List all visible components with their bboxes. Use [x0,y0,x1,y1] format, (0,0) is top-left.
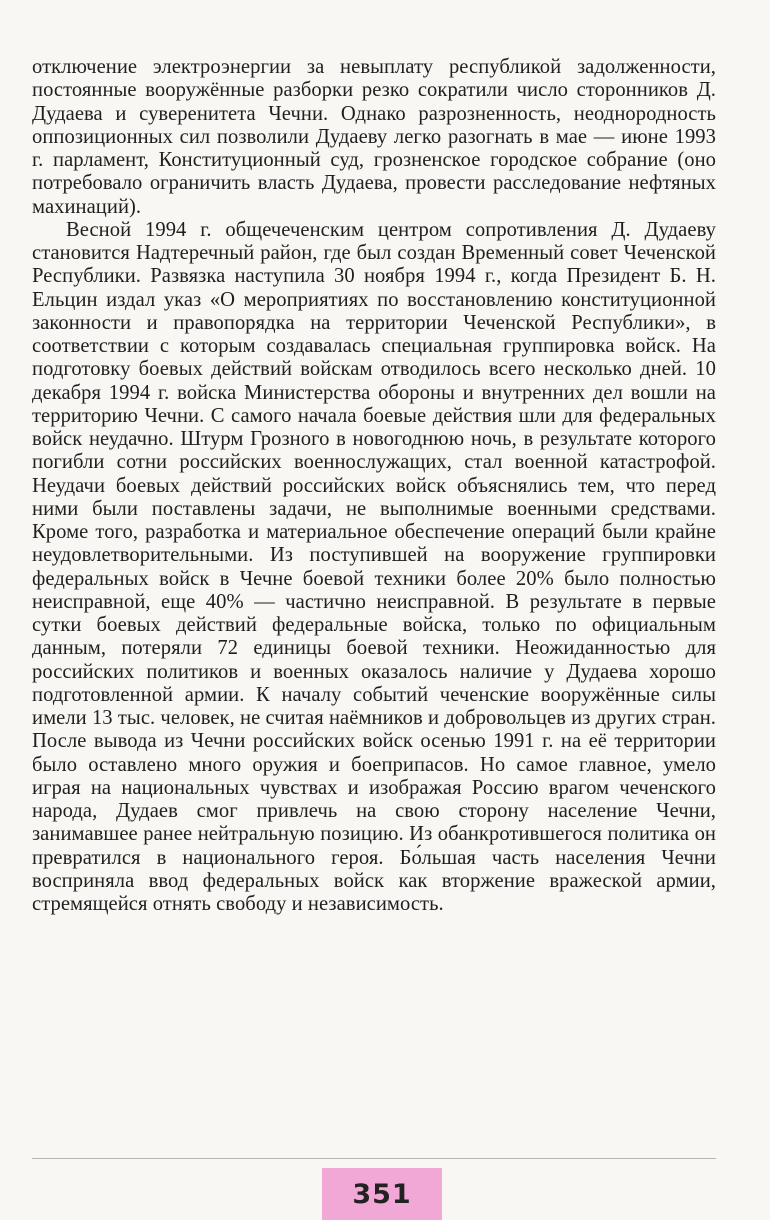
body-text [32,56,716,916]
footer-divider [32,1158,716,1159]
paragraph-chechen-war: Весной 1994 г. общечеченским центром сопротивления Д. Дудаеву становится Надтеречный район, где был создан Временный совет Чеченской Республики. Развязка наступила 30 ноября 1994 г., когда Президент Б. Н. Ельцин издал указ «О мероприятиях по восстановлению конституционной законности и правопорядка на территории Чеченской Республики», в соответствии с которым создавалась специальная группировка войск. На подготовку боевых действий войскам отводилось всего несколько дней. 10 декабря 1994 г. войска Министерства обороны и внутренних дел вошли на территорию Чечни. С самого начала боевые действия шли для федеральных войск неудачно. Штурм Грозного в новогоднюю ночь, в результате которого погибли сотни российских военнослужащих, стал военной катастрофой. Неудачи боевых действий российских войск объяснялись тем, что перед ними были поставлены задачи, не выполнимые военными средствами. Кроме того, разработка и материальное обеспечение операций были крайне неудовлетворительными. Из поступившей на вооружение группировки федеральных войск в Чечне боевой техники более 20% было полностью неисправной, еще 40% — частично неисправной. В результате в первые сутки боевых действий федеральные войска, только по официальным данным, потеряли 72 единицы боевой техники. Неожиданностью для российских политиков и военных оказалось наличие у Дудаева хорошо подготовленной армии. К началу событий чеченские вооружённые силы имели 13 тыс. человек, не считая наёмников и добровольцев из других стран. После вывода из Чечни российских войск осенью 1991 г. на её территории было оставлено много оружия и боеприпасов. Но самое главное, умело играя на национальных чувствах и изображая Россию врагом чеченского народа, Дудаев смог привлечь на свою сторону население Чечни, занимавшее ранее нейтральную позицию. Из обанкротившегося политика он превратился в национального героя. Бо́льшая часть населения Чечни восприняла ввод федеральных войск как вторжение вражеской армии, стремящейся отнять свободу и независимость. [32,218,716,915]
page-number-badge [322,1168,442,1220]
paragraph-continuation: отключение электроэнергии за невыплату республикой задолженности, постоянные вооружённые разборки резко сократили число сторонников Д. Дудаева и суверенитета Чечни. Однако разрозненность, неоднородность оппозиционных сил позволили Дудаеву легко разогнать в мае — июне 1993 г. парламент, Конституционный суд, грозненское городское собрание (оно потребовало ограничить власть Дудаева, провести расследование нефтяных махинаций). [32,56,716,218]
page-number: 351 [352,1178,412,1210]
